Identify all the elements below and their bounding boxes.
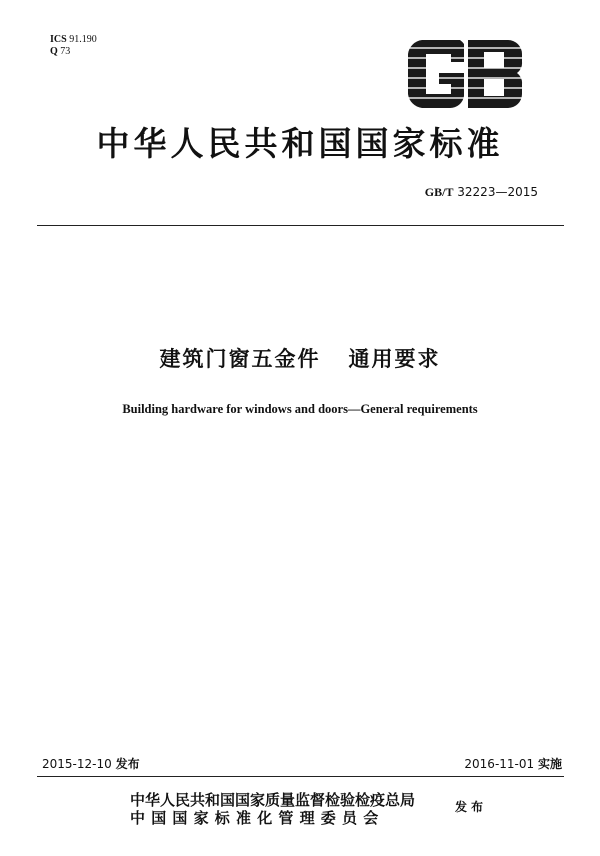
top-divider — [37, 225, 564, 226]
implementation-date: 2016-11-01 实施 — [464, 757, 562, 771]
classification-codes — [50, 34, 97, 58]
standard-number-value: 32223—2015 — [457, 185, 538, 199]
issuer-aqsiq: 中华人民共和国国家质量监督检验检疫总局 — [130, 791, 416, 809]
issuer-sac: 中国国家标准化管理委员会 — [130, 809, 385, 827]
document-title-cn: 建筑门窗五金件 通用要求 — [159, 347, 441, 371]
standard-number — [425, 185, 538, 200]
standard-code: GB/T — [424, 185, 454, 199]
ics-code: ICS 91.190 — [50, 34, 97, 45]
publish-label: 发布 — [455, 800, 488, 814]
document-title-en: Building hardware for windows and doors—General requirements — [122, 402, 478, 416]
issue-date: 2015-12-10 发布 — [42, 757, 140, 771]
gb-logo-icon — [404, 38, 526, 110]
ccs-code: Q 73 — [50, 46, 71, 57]
issuing-authorities — [130, 791, 415, 827]
national-standard-title: 中华人民共和国国家标准 — [96, 124, 504, 163]
bottom-divider — [37, 776, 564, 777]
